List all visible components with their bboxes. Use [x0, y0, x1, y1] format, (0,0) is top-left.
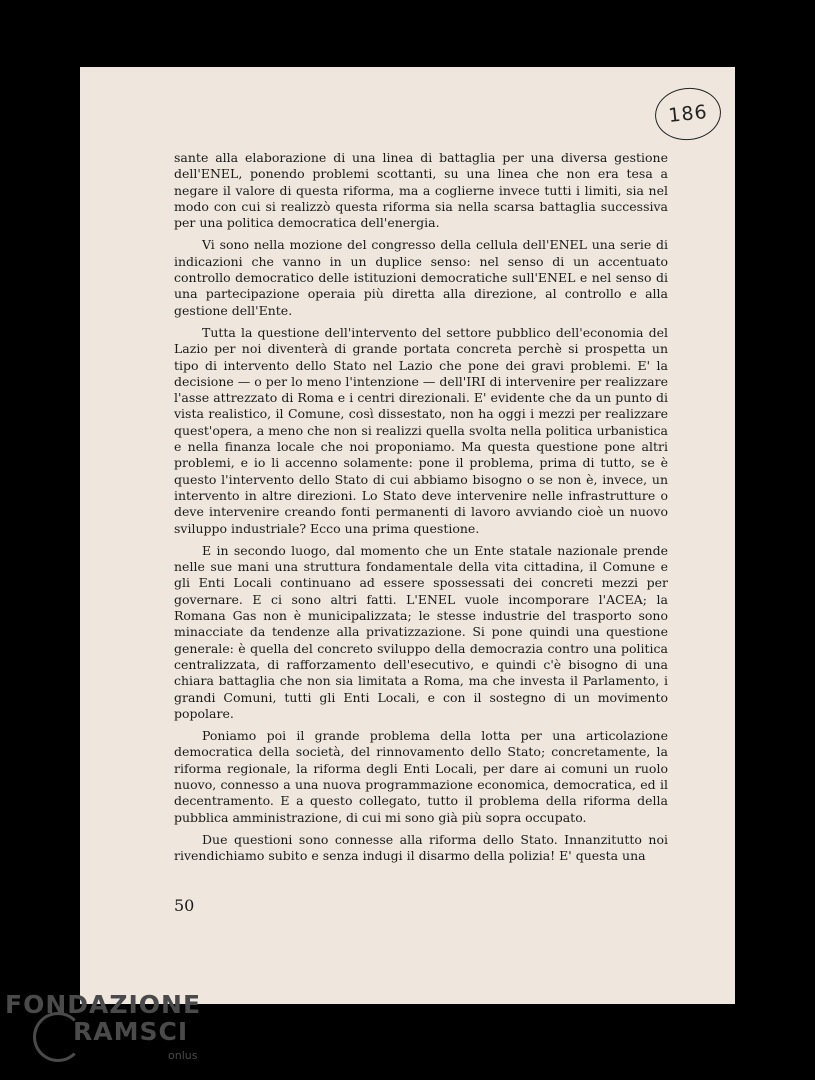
- paragraph: Due questioni sono connesse alla riforma dello Stato. Innanzitutto noi rivendichiamo subito e senza indugi il disarmo della polizia! E' questa una: [174, 831, 668, 864]
- fondazione-gramsci-watermark: [5, 990, 205, 1070]
- watermark-sub: onlus: [168, 1049, 198, 1062]
- paragraph: sante alla elaborazione di una linea di battaglia per una diversa gestione dell'ENEL, ponendo problemi scottanti, su una linea che non era tesa a negare il valore di questa riforma, ma a coglierne invece tutti i limiti, sia nel modo con cui si realizzò questa riforma sia nella scarsa battaglia successiva per una politica democratica dell'energia.: [174, 150, 668, 231]
- paragraph: Tutta la questione dell'intervento del settore pubblico dell'economia del Lazio per noi diventerà di grande portata concreta perchè si prospetta un tipo di intervento dello Stato nel Lazio che pone dei gravi problemi. E' la decisione — o per lo meno l'intenzione — dell'IRI di intervenire per realizzare l'asse attrezzato di Roma e i centri direzionali. E' evidente che da un punto di vista realistico, il Comune, così dissestato, non ha oggi i mezzi per realizzare quest'opera, a meno che non si realizzi quella svolta nella politica urbanistica e nella finanza locale che noi proponiamo. Ma questa questione pone altri problemi, e io li accenno solamente: pone il problema, prima di tutto, se è questo l'intervento dello Stato di cui abbiamo bisogno o se non è, invece, un intervento in altre direzioni. Lo Stato deve intervenire nelle infrastrutture o deve intervenire creando fonti permanenti di lavoro avviando cioè un nuovo sviluppo industriale? Ecco una prima questione.: [174, 324, 668, 536]
- paragraph: E in secondo luogo, dal momento che un Ente statale nazionale prende nelle sue mani una struttura fondamentale della vita cittadina, il Comune e gli Enti Locali continuano ad essere spossessati dei concreti mezzi per governare. E ci sono altri fatti. L'ENEL vuole incomporare l'ACEA; la Romana Gas non è municipalizzata; le stesse industrie del trasporto sono minacciate da tendenze alla privatizzazione. Si pone quindi una questione generale: è quella del concreto sviluppo della democrazia contro una politica centralizzata, di rafforzamento dell'esecutivo, e quindi c'è bisogno di una chiara battaglia che non sia limitata a Roma, ma che investa il Parlamento, i grandi Comuni, tutti gli Enti Locali, e con il sostegno di un movimento popolare.: [174, 542, 668, 721]
- paragraph: Poniamo poi il grande problema della lotta per una articolazione democratica della società, del rinnovamento dello Stato; concretamente, la riforma regionale, la riforma degli Enti Locali, per dare ai comuni un ruolo nuovo, connesso a una nuova programmazione economica, democratica, ed il decentramento. E a questo collegato, tutto il problema della riforma della pubblica amministrazione, di cui mi sono già più sopra occupato.: [174, 728, 668, 825]
- page-number: 50: [174, 896, 195, 915]
- annotation-number: 186: [667, 101, 709, 127]
- paragraph: Vi sono nella mozione del congresso della cellula dell'ENEL una serie di indicazioni che vanno in un duplice senso: nel senso di un accentuato controllo democratico delle istituzioni democratiche sull'ENEL e nel senso di una partecipazione operaia più diretta alla direzione, al controllo e alla gestione dell'Ente.: [174, 237, 668, 318]
- watermark-line1: FONDAZIONE: [5, 990, 202, 1019]
- watermark-line2: RAMSCI: [73, 1017, 189, 1046]
- body-text: [174, 150, 668, 870]
